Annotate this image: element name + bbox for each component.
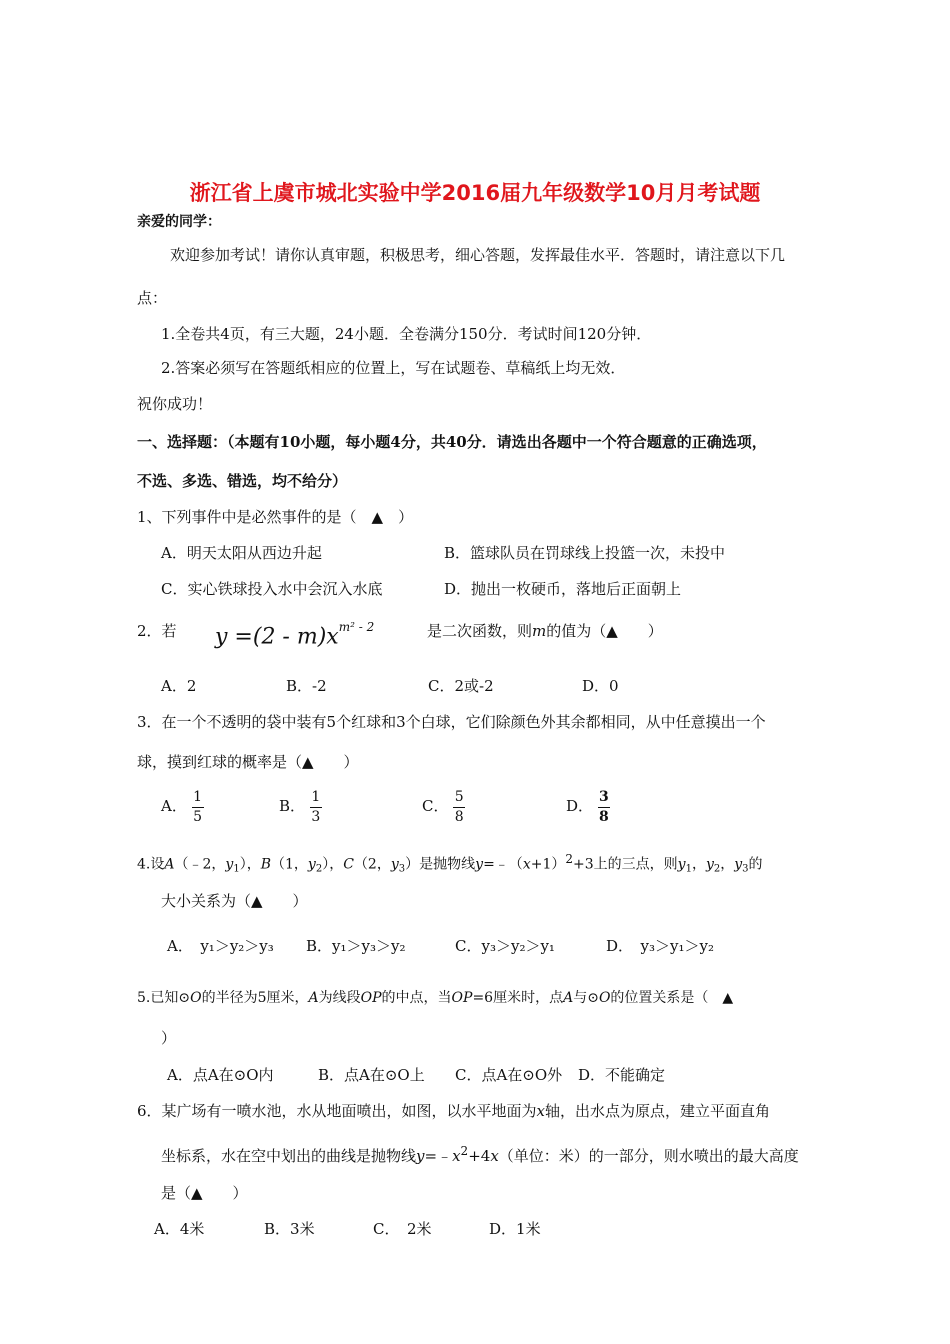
t: +3上的三点，则 [573, 856, 678, 873]
t: A [164, 856, 175, 873]
t: ， [720, 856, 735, 873]
q3-option-c [422, 790, 465, 824]
q4-line-2: 大小关系为（▲ ） [161, 892, 308, 910]
t: y [390, 856, 399, 873]
q3-option-c-label: C． [422, 797, 449, 816]
t: 的 [748, 856, 763, 873]
intro-line-1: 欢迎参加考试！请你认真审题，积极思考，细心答题，发挥最佳水平．答题时，请注意以下几 [170, 246, 786, 264]
page-title: 浙江省上虞市城北实验中学2016届九年级数学10月月考试题 [189, 181, 761, 205]
q5-line-2: ） [161, 1029, 177, 1047]
q2-prefix: 2．若 [137, 622, 177, 640]
t: 5.已知⊙ [137, 990, 191, 1006]
t: x [536, 1102, 546, 1120]
section1-heading-line-1: 一、选择题：（本题有10小题，每小题4分，共40分．请选出各题中一个符合题意的正确选项， [137, 433, 767, 451]
denominator: 5 [193, 808, 203, 825]
t: 2 [713, 863, 721, 875]
t: 2 [315, 863, 323, 875]
q2-var-m: m [532, 622, 547, 640]
t: +4 [468, 1147, 491, 1165]
t: 与⊙ [573, 990, 599, 1006]
t: =﹣ [424, 1147, 453, 1165]
t: ）是抛物线 [405, 856, 476, 873]
denominator: 3 [311, 808, 321, 825]
q4-option-c: C．y₃＞y₂＞y₁ [455, 937, 555, 955]
t: ）， [239, 856, 261, 873]
q3-option-d-fraction [598, 790, 610, 824]
q1-option-b: B．篮球队员在罚球线上投篮一次，未投中 [444, 544, 726, 562]
t: 轴，出水点为原点，建立平面直角 [545, 1102, 771, 1120]
q1-option-d: D．抛出一枚硬币，落地后正面朝上 [444, 580, 682, 598]
q3-option-b-fraction [310, 790, 322, 824]
t: x [490, 1147, 499, 1165]
q2-option-c: C．2或-2 [428, 677, 494, 695]
q2-formula [215, 620, 375, 650]
t: 1 [233, 863, 240, 875]
t: B [260, 856, 271, 873]
t: O [190, 990, 202, 1006]
t: y [705, 856, 714, 873]
numerator: 1 [311, 789, 321, 805]
q3-option-b-label: B． [279, 797, 306, 816]
t: 1 [685, 863, 692, 875]
q2-option-d: D．0 [582, 677, 619, 695]
t: （﹣2， [174, 856, 226, 873]
intro-line-2: 点： [137, 289, 168, 307]
q3-line-2: 球，摸到红球的概率是（▲ ） [137, 753, 359, 771]
q3-option-a-label: A． [161, 797, 187, 816]
t: ）， [322, 856, 344, 873]
q3-option-d-label: D． [566, 797, 594, 816]
t: 2 [460, 1144, 469, 1158]
q2-formula-main: y =(2 - m)x [215, 624, 339, 650]
t: x [452, 1147, 461, 1165]
q6-line-3: 是（▲ ） [161, 1184, 248, 1202]
t: 坐标系，水在空中划出的曲线是抛物线 [161, 1147, 417, 1165]
t: （1， [271, 856, 308, 873]
section1-heading-line-2: 不选、多选、错选，均不给分） [137, 472, 348, 490]
t: 3 [742, 863, 749, 875]
t: y [307, 856, 316, 873]
t: x [522, 856, 531, 873]
q3-option-b [279, 790, 322, 824]
q6-option-a: A．4米 [154, 1220, 205, 1238]
q1-stem: 1、下列事件中是必然事件的是（ ▲ ） [137, 508, 414, 526]
t: （单位：米）的一部分，则水喷出的最大高度 [498, 1147, 799, 1165]
t: 的中点，当 [381, 990, 452, 1006]
q4-option-b: B．y₁＞y₃＞y₂ [306, 937, 406, 955]
q2-option-b: B．-2 [286, 677, 327, 695]
q6-option-d: D．1米 [489, 1220, 541, 1238]
t: 3 [398, 863, 406, 875]
t: A [308, 990, 319, 1006]
q6-option-c: C． 2米 [373, 1220, 432, 1238]
t: ， [691, 856, 706, 873]
note-1: 1.全卷共4页，有三大题，24小题．全卷满分150分．考试时间120分钟． [161, 325, 652, 343]
q3-option-a-fraction [192, 790, 204, 824]
t: （2， [353, 856, 391, 873]
t: y [734, 856, 743, 873]
q2-suffix-b: 的值为（▲ ） [546, 622, 663, 640]
q4-line-1 [137, 853, 763, 875]
t: OP [360, 990, 382, 1006]
t: =﹣（ [483, 856, 523, 873]
greeting: 亲爱的同学： [137, 214, 221, 230]
t: =6厘米时，点 [472, 990, 564, 1006]
q2-suffix-a: 是二次函数，则 [427, 622, 533, 640]
t: 4.设 [137, 856, 165, 873]
q5-option-c: C．点A在⊙O外 [455, 1066, 563, 1084]
q6-line-2 [161, 1145, 799, 1164]
q3-option-d [566, 790, 610, 824]
t: y [475, 856, 484, 873]
t: y [416, 1147, 425, 1165]
q4-option-d: D． y₃＞y₁＞y₂ [606, 937, 714, 955]
t: A [563, 990, 574, 1006]
t: OP [451, 990, 473, 1006]
q1-option-c: C．实心铁球投入水中会沉入水底 [161, 580, 383, 598]
q2-formula-exponent: m² - 2 [338, 620, 375, 634]
q5-option-b: B．点A在⊙O上 [318, 1066, 425, 1084]
q3-option-a [161, 790, 204, 824]
t: +1） [530, 856, 566, 873]
q4-option-a: A． y₁＞y₂＞y₃ [167, 937, 274, 955]
t: y [677, 856, 686, 873]
q3-option-c-fraction [453, 790, 465, 824]
t: y [225, 856, 234, 873]
q2-option-a: A．2 [161, 677, 197, 695]
t: 为线段 [318, 990, 361, 1006]
q3-line-1: 3．在一个不透明的袋中装有5个红球和3个白球，它们除颜色外其余都相同，从中任意摸出一个 [137, 713, 766, 731]
numerator: 1 [193, 789, 203, 805]
q5-option-a: A．点A在⊙O内 [167, 1066, 274, 1084]
q1-option-a: A．明天太阳从西边升起 [161, 544, 322, 562]
t: 2 [565, 852, 573, 866]
q2-suffix [427, 624, 663, 639]
q6-option-b: B．3米 [264, 1220, 315, 1238]
t: O [598, 990, 611, 1006]
numerator: 5 [454, 789, 464, 805]
t: 的位置关系是（ ▲ [610, 990, 734, 1006]
note-2: 2.答案必须写在答题纸相应的位置上，写在试题卷、草稿纸上均无效． [161, 359, 626, 377]
t: 6．某广场有一喷水池，水从地面喷出，如图，以水平地面为 [137, 1102, 537, 1120]
q6-line-1 [137, 1104, 770, 1119]
q5-option-d: D．不能确定 [578, 1066, 666, 1084]
t: C [343, 856, 354, 873]
denominator: 8 [598, 808, 609, 825]
numerator: 3 [598, 789, 609, 805]
t: 的半径为5厘米， [201, 990, 309, 1006]
wish-text: 祝你成功！ [137, 395, 213, 413]
q5-line-1 [137, 991, 733, 1005]
denominator: 8 [454, 808, 464, 825]
